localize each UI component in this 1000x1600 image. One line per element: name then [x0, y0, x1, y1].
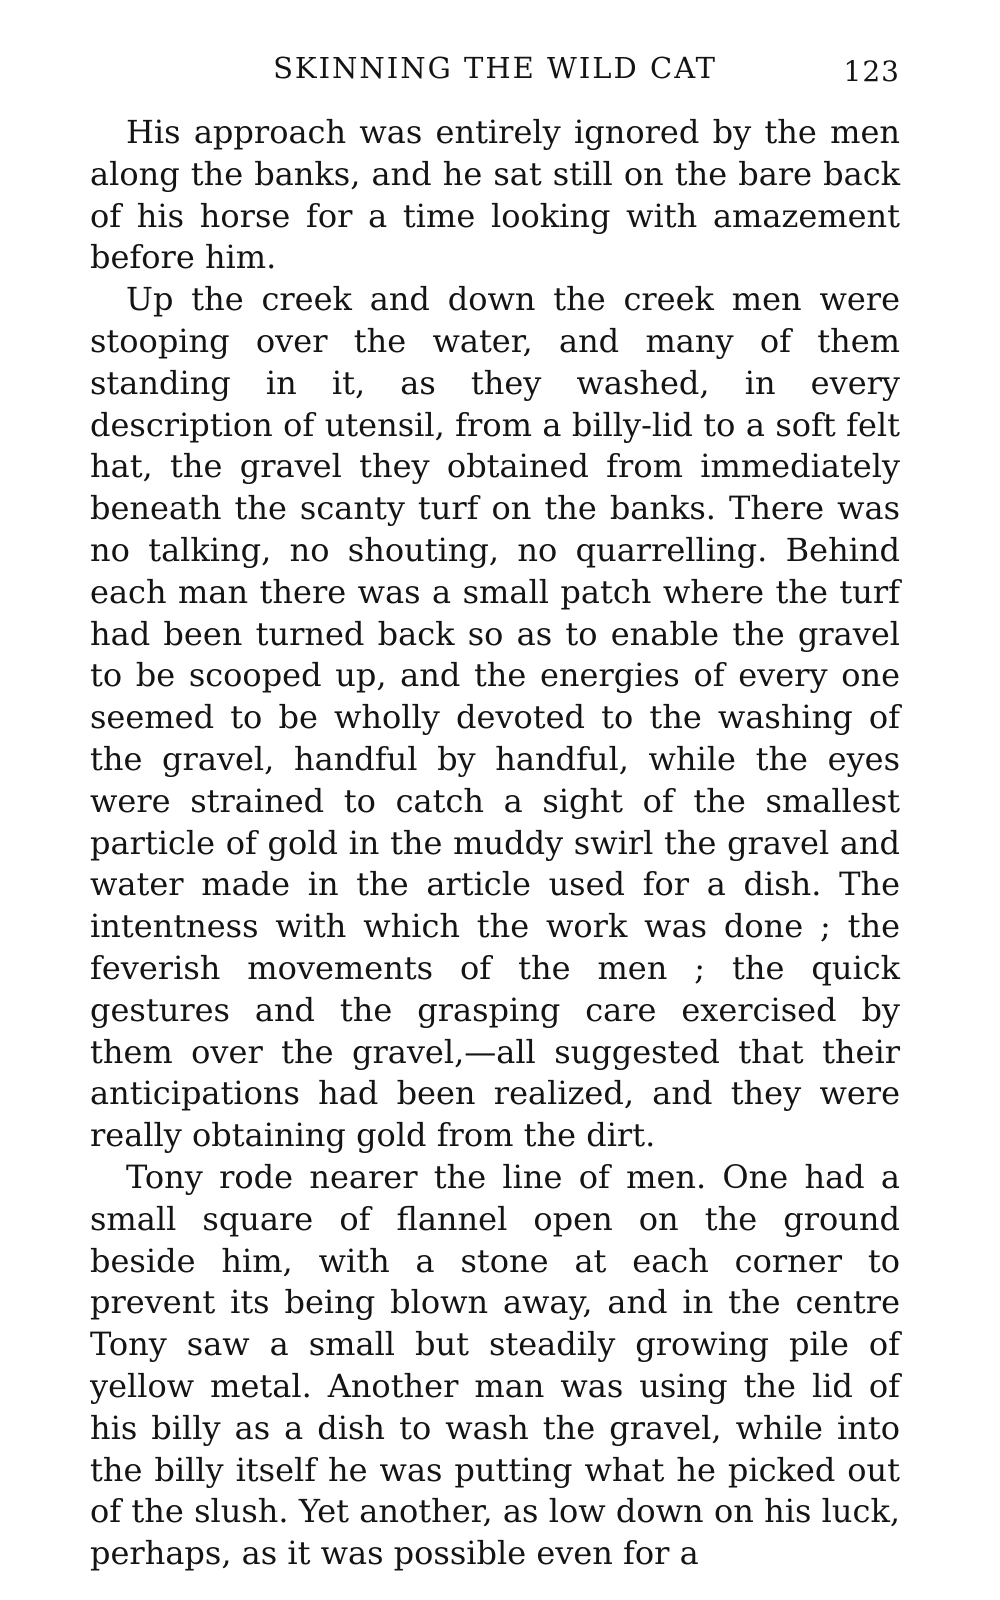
paragraph-1: His approach was entirely ignored by the men along the banks, and he sat still on the bare back of his horse for a time looking with amazement before him. [90, 113, 900, 277]
body-text [90, 112, 900, 1575]
page-number: 123 [843, 55, 900, 88]
paragraph-3: Tony rode nearer the line of men. One had a small square of flannel open on the ground beside him, with a stone at each corner to prevent its being blown away, and in the centre Tony saw a small but steadily growing pile of yellow metal. Another man was using the lid of his billy as a dish to wash the gravel, while into the billy itself he was putting what he picked out of the slush. Yet another, as low down on his luck, perhaps, as it was possible even for a [90, 1157, 900, 1573]
running-title: SKINNING THE WILD CAT [273, 51, 717, 85]
paragraph-2: Up the creek and down the creek men were stooping over the water, and many of them standing in it, as they washed, in every description of utensil, from a billy-lid to a soft felt hat, the gravel they obtained from immediately beneath the scanty turf on the banks. There was no talking, no shouting, no quarrelling. Behind each man there was a small patch where the turf had been turned back so as to enable the gravel to be scooped up, and the energies of every one seemed to be wholly devoted to the washing of the gravel, handful by handful, while the eyes were strained to catch a sight of the smallest particle of gold in the muddy swirl the gravel and water made in the article used for a dish. The intentness with which the work was done ; the feverish movements of the men ; the quick gestures and the grasping care exercised by them over the gravel,—all suggested that their anticipations had been realized, and they were really obtaining gold from the dirt. [90, 280, 900, 1155]
running-head [90, 46, 900, 90]
